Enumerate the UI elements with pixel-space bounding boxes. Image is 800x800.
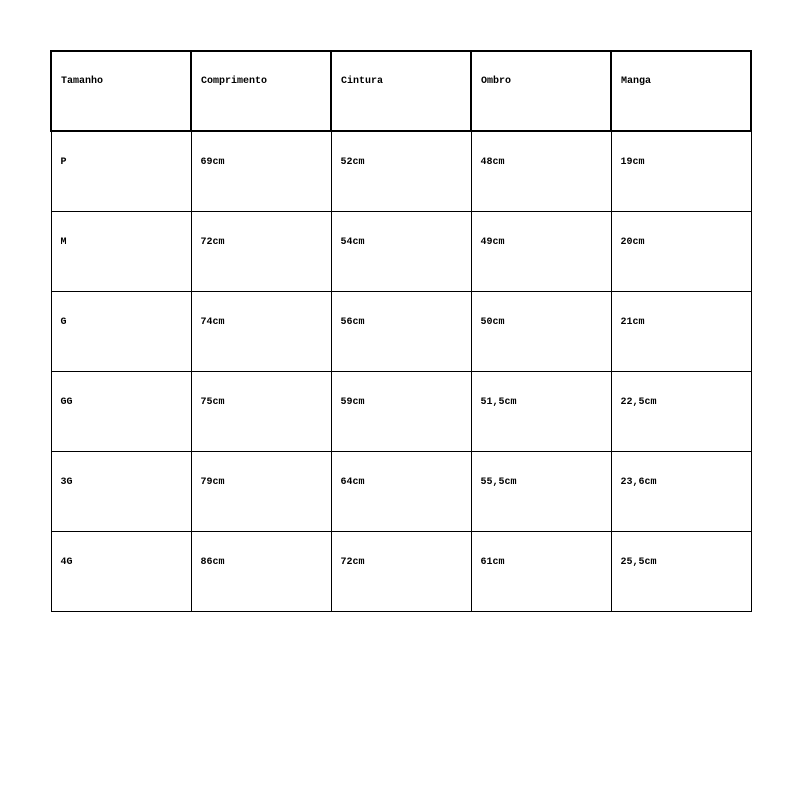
table-cell: 48cm — [471, 131, 611, 211]
table-cell: 22,5cm — [611, 371, 751, 451]
table-row — [51, 451, 751, 531]
table-header — [51, 51, 751, 131]
table-cell: 69cm — [191, 131, 331, 211]
size-table — [50, 50, 752, 612]
table-cell: 4G — [51, 531, 191, 611]
table-cell: 3G — [51, 451, 191, 531]
table-cell: 21cm — [611, 291, 751, 371]
table-cell: 51,5cm — [471, 371, 611, 451]
table-cell: 61cm — [471, 531, 611, 611]
table-cell: 64cm — [331, 451, 471, 531]
header-cell-cintura: Cintura — [331, 51, 471, 131]
table-cell: 75cm — [191, 371, 331, 451]
table-cell: 23,6cm — [611, 451, 751, 531]
table-cell: M — [51, 211, 191, 291]
table-cell: 25,5cm — [611, 531, 751, 611]
table-cell: 72cm — [191, 211, 331, 291]
table-row — [51, 131, 751, 211]
table-row — [51, 531, 751, 611]
table-cell: 74cm — [191, 291, 331, 371]
table-cell: 50cm — [471, 291, 611, 371]
table-cell: 79cm — [191, 451, 331, 531]
table-body — [51, 131, 751, 611]
table-cell: 72cm — [331, 531, 471, 611]
table-cell: 54cm — [331, 211, 471, 291]
table-cell: 19cm — [611, 131, 751, 211]
table-cell: G — [51, 291, 191, 371]
table-cell: 55,5cm — [471, 451, 611, 531]
table-cell: P — [51, 131, 191, 211]
header-row — [51, 51, 751, 131]
table-row — [51, 291, 751, 371]
table-row — [51, 371, 751, 451]
table-row — [51, 211, 751, 291]
table-cell: 56cm — [331, 291, 471, 371]
table-cell: 59cm — [331, 371, 471, 451]
header-cell-comprimento: Comprimento — [191, 51, 331, 131]
header-cell-manga: Manga — [611, 51, 751, 131]
table-cell: GG — [51, 371, 191, 451]
header-cell-ombro: Ombro — [471, 51, 611, 131]
table-cell: 86cm — [191, 531, 331, 611]
table-cell: 52cm — [331, 131, 471, 211]
table-cell: 20cm — [611, 211, 751, 291]
table-cell: 49cm — [471, 211, 611, 291]
header-cell-tamanho: Tamanho — [51, 51, 191, 131]
